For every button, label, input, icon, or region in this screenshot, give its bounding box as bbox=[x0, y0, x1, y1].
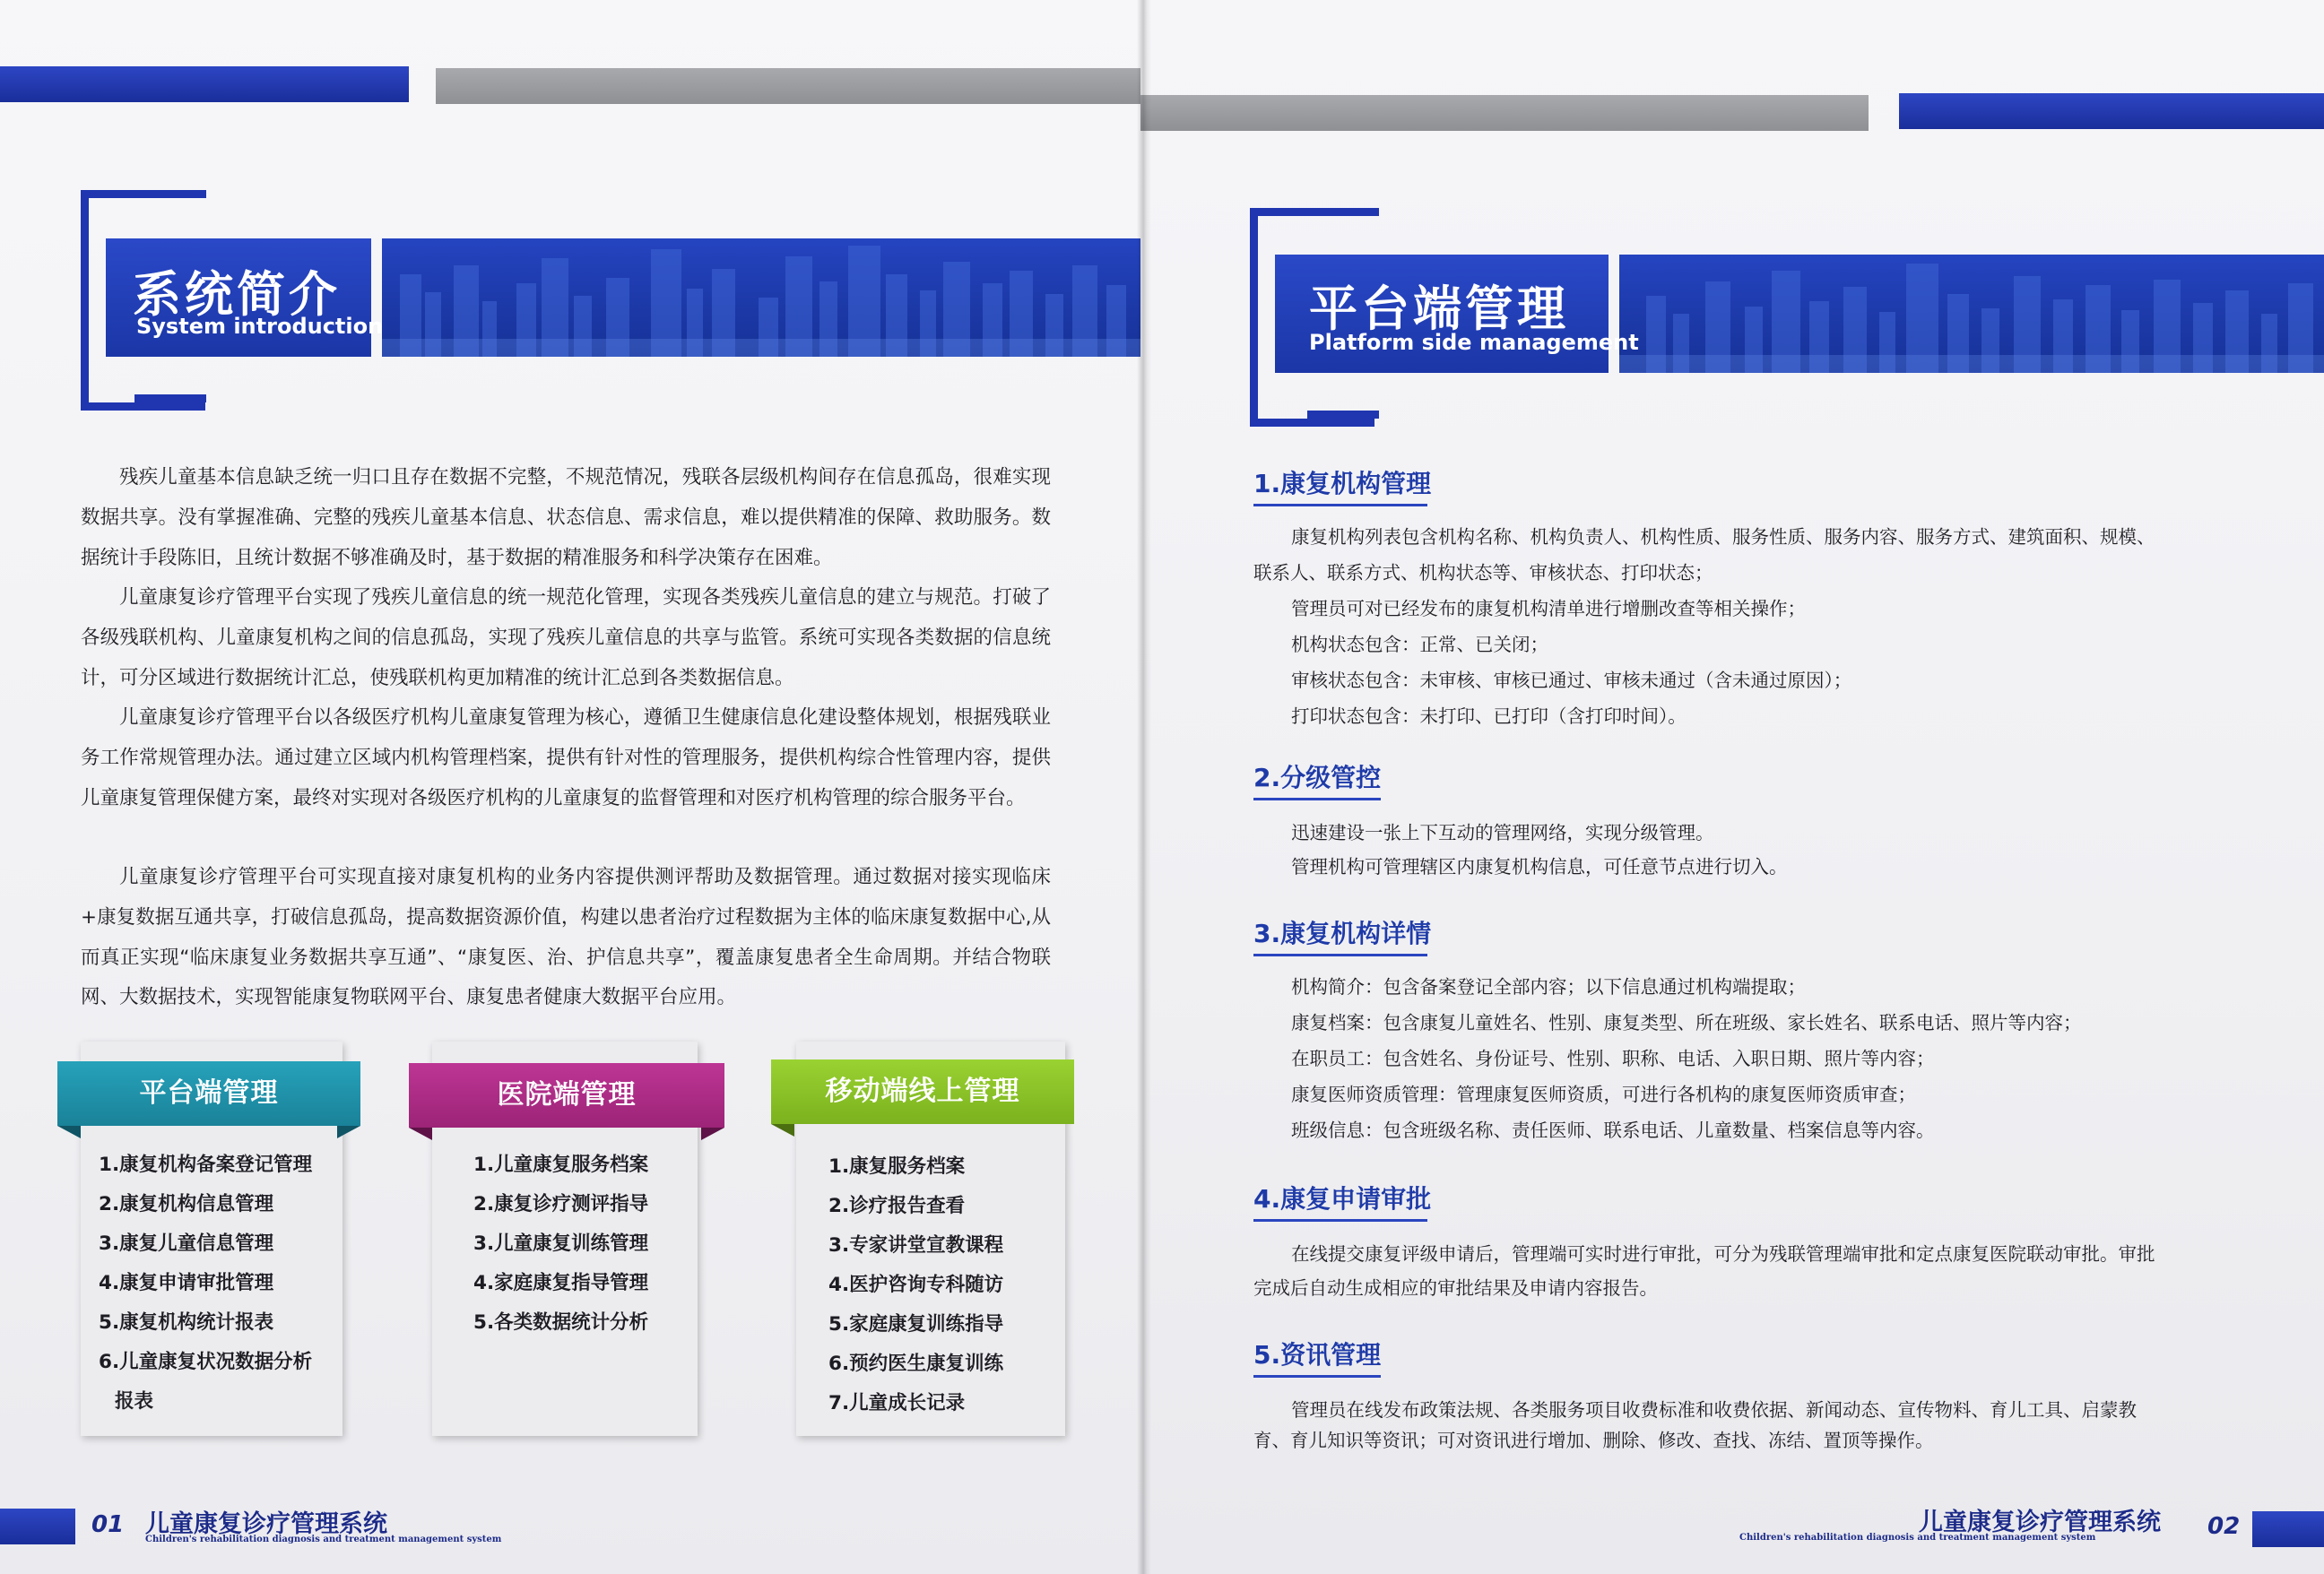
card-item: 5.各类数据统计分析 bbox=[473, 1311, 649, 1334]
section-text-line: 育、育儿知识等资讯；可对资讯进行增加、删除、修改、查找、冻结、置顶等操作。 bbox=[1253, 1430, 1934, 1451]
page-subtitle: System introduction bbox=[136, 314, 384, 339]
top-stripe-blue bbox=[1899, 93, 2324, 129]
footer-title: 儿童康复诊疗管理系统 bbox=[145, 1510, 387, 1538]
card-item: 4.医护咨询专科随访 bbox=[828, 1274, 1004, 1296]
section-underline bbox=[1253, 504, 1427, 506]
section-underline bbox=[1253, 1375, 1381, 1378]
card-item: 2.诊疗报告查看 bbox=[828, 1195, 966, 1217]
intro-paragraph-2: 儿童康复诊疗管理平台实现了残疾儿童信息的统一规范化管理，实现各类残疾儿童信息的建立与规范。打破了各级残联机构、儿童康复机构之间的信息孤岛，实现了残疾儿童信息的共享与监管。系统可实现各类数据的信息统计，可分区域进行数据统计汇总，使残联机构更加精准的统计汇总到各类数据信息。 bbox=[81, 586, 1051, 689]
footer-title: 儿童康复诊疗管理系统 bbox=[1919, 1509, 2161, 1536]
section-heading: 5.资讯管理 bbox=[1253, 1340, 1382, 1370]
city-skyline-image bbox=[1619, 255, 2324, 373]
ribbon-fold bbox=[701, 1128, 724, 1140]
section-heading: 3.康复机构详情 bbox=[1253, 919, 1432, 948]
section-text-line: 机构状态包含：正常、已关闭； bbox=[1291, 634, 1548, 655]
card-item: 3.儿童康复训练管理 bbox=[473, 1232, 649, 1255]
header-title-box bbox=[1275, 255, 1639, 373]
section-text-line: 管理员在线发布政策法规、各类服务项目收费标准和收费依据、新闻动态、宣传物料、育儿工具、启蒙教 bbox=[1291, 1399, 2137, 1421]
section-underline bbox=[1253, 954, 1427, 956]
ribbon-fold bbox=[337, 1126, 360, 1138]
section-text-line: 管理员可对已经发布的康复机构清单进行增删改查等相关操作； bbox=[1291, 598, 1806, 619]
intro-paragraph-4: 儿童康复诊疗管理平台可实现直接对康复机构的业务内容提供测评帮助及数据管理。通过数据对接实现临床+康复数据互通共享，打破信息孤岛，提高数据资源价值，构建以患者治疗过程数据为主体的临床康复数据中心,从而真正实现“临床康复业务数据共享互通”、“康复医、治、护信息共享”，覆盖康复患者全生命周期。并结合物联网、大数据技术，实现智能康复物联网平台、康复患者健康大数据平台应用。 bbox=[81, 866, 1051, 1009]
city-banner bbox=[382, 238, 1148, 357]
card-item: 4.康复申请审批管理 bbox=[99, 1272, 274, 1294]
card-item: 5.家庭康复训练指导 bbox=[828, 1313, 1004, 1336]
section-text-line: 打印状态包含：未打印、已打印（含打印时间）。 bbox=[1291, 705, 1687, 727]
footer-subtitle: Children's rehabilitation diagnosis and treatment management system bbox=[1739, 1533, 2096, 1543]
top-stripe-gray bbox=[436, 68, 1148, 104]
header-bracket-tab-top bbox=[134, 190, 206, 198]
header-bracket-tab-top bbox=[1307, 208, 1379, 216]
section-text-line: 审核状态包含：未审核、审核已通过、审核未通过（含未通过原因）； bbox=[1291, 670, 1852, 691]
card-item: 6.儿童康复状况数据分析 bbox=[99, 1351, 313, 1373]
top-stripe-gray bbox=[1140, 95, 1869, 131]
page-number: 01 bbox=[91, 1511, 125, 1538]
section-text-line: 康复医师资质管理：管理康复医师资质，可进行各机构的康复医师资质审查； bbox=[1291, 1084, 1916, 1105]
section-text-line: 联系人、联系方式、机构状态等、审核状态、打印状态； bbox=[1253, 562, 1713, 584]
city-banner bbox=[1619, 255, 2324, 373]
card-item: 3.康复儿童信息管理 bbox=[99, 1232, 274, 1255]
section-text-line: 完成后自动生成相应的审批结果及申请内容报告。 bbox=[1253, 1277, 1658, 1299]
ribbon-fold bbox=[409, 1128, 432, 1140]
section-heading: 1.康复机构管理 bbox=[1253, 469, 1432, 498]
card-item: 3.专家讲堂宣教课程 bbox=[828, 1234, 1004, 1257]
right-page bbox=[1140, 0, 2324, 1574]
page-title: 系统简介 bbox=[133, 266, 341, 323]
card-item: 1.儿童康复服务档案 bbox=[473, 1154, 649, 1176]
section-underline bbox=[1253, 798, 1381, 800]
section-text-line: 在职员工：包含姓名、身份证号、性别、职称、电话、入职日期、照片等内容； bbox=[1291, 1048, 1935, 1069]
left-page bbox=[0, 0, 1148, 1574]
card-item: 4.家庭康复指导管理 bbox=[473, 1272, 649, 1294]
card-title-mobile: 移动端线上管理 bbox=[771, 1059, 1074, 1124]
header-bracket-tab-bottom bbox=[1307, 411, 1379, 419]
section-text-line: 管理机构可管理辖区内康复机构信息，可任意节点进行切入。 bbox=[1291, 856, 1788, 878]
card-item: 1.康复机构备案登记管理 bbox=[99, 1154, 313, 1176]
page-number: 02 bbox=[2207, 1513, 2241, 1540]
top-stripe-blue bbox=[0, 66, 409, 102]
card-item: 报表 bbox=[115, 1390, 154, 1413]
section-text-line: 康复机构列表包含机构名称、机构负责人、机构性质、服务性质、服务内容、服务方式、建筑面积、规模、 bbox=[1291, 526, 2155, 548]
card-item: 5.康复机构统计报表 bbox=[99, 1311, 274, 1334]
section-heading: 2.分级管控 bbox=[1253, 763, 1382, 792]
card-item: 2.康复诊疗测评指导 bbox=[473, 1193, 649, 1215]
intro-paragraph-1: 残疾儿童基本信息缺乏统一归口且存在数据不完整，不规范情况，残联各层级机构间存在信息孤岛，很难实现数据共享。没有掌握准确、完整的残疾儿童基本信息、状态信息、需求信息，难以提供精准的保障、救助服务。数据统计手段陈旧，且统计数据不够准确及时，基于数据的精准服务和科学决策存在困难。 bbox=[81, 466, 1051, 569]
intro-paragraph-3: 儿童康复诊疗管理平台以各级医疗机构儿童康复管理为核心，遵循卫生健康信息化建设整体规划，根据残联业务工作常规管理办法。通过建立区域内机构管理档案，提供有针对性的管理服务，提供机构综合性管理内容，提供儿童康复管理保健方案，最终对实现对各级医疗机构的儿童康复的监督管理和对医疗机构管理的综合服务平台。 bbox=[81, 706, 1051, 809]
page-title: 平台端管理 bbox=[1309, 281, 1569, 337]
section-underline bbox=[1253, 1219, 1427, 1222]
section-text-line: 班级信息：包含班级名称、责任医师、联系电话、儿童数量、档案信息等内容。 bbox=[1291, 1120, 1935, 1141]
section-text-line: 康复档案：包含康复儿童姓名、性别、康复类型、所在班级、家长姓名、联系电话、照片等内容； bbox=[1291, 1012, 2082, 1033]
section-text-line: 机构简介：包含备案登记全部内容；以下信息通过机构端提取； bbox=[1291, 976, 1806, 998]
card-item: 2.康复机构信息管理 bbox=[99, 1193, 274, 1215]
section-heading: 4.康复申请审批 bbox=[1253, 1184, 1432, 1214]
header-title-box bbox=[106, 238, 384, 357]
footer-bar bbox=[2252, 1511, 2324, 1547]
ribbon-fold bbox=[57, 1126, 81, 1138]
card-item: 1.康复服务档案 bbox=[828, 1155, 966, 1178]
card-item: 6.预约医生康复训练 bbox=[828, 1353, 1004, 1375]
card-title-platform: 平台端管理 bbox=[57, 1061, 360, 1126]
card-item: 7.儿童成长记录 bbox=[828, 1392, 966, 1414]
book-spine-shadow bbox=[1137, 0, 1151, 1574]
city-skyline-image bbox=[382, 238, 1148, 357]
card-title-hospital: 医院端管理 bbox=[409, 1063, 724, 1128]
ribbon-fold bbox=[771, 1124, 794, 1137]
header-bracket-tab-bottom bbox=[134, 394, 206, 402]
footer-subtitle: Children's rehabilitation diagnosis and treatment management system bbox=[145, 1535, 502, 1544]
footer-bar bbox=[0, 1509, 75, 1544]
section-text-line: 迅速建设一张上下互动的管理网络，实现分级管理。 bbox=[1291, 822, 1714, 843]
page-subtitle: Platform side management bbox=[1309, 330, 1639, 355]
section-text-line: 在线提交康复评级申请后，管理端可实时进行审批，可分为残联管理端审批和定点康复医院联动审批。审批 bbox=[1291, 1243, 2155, 1265]
